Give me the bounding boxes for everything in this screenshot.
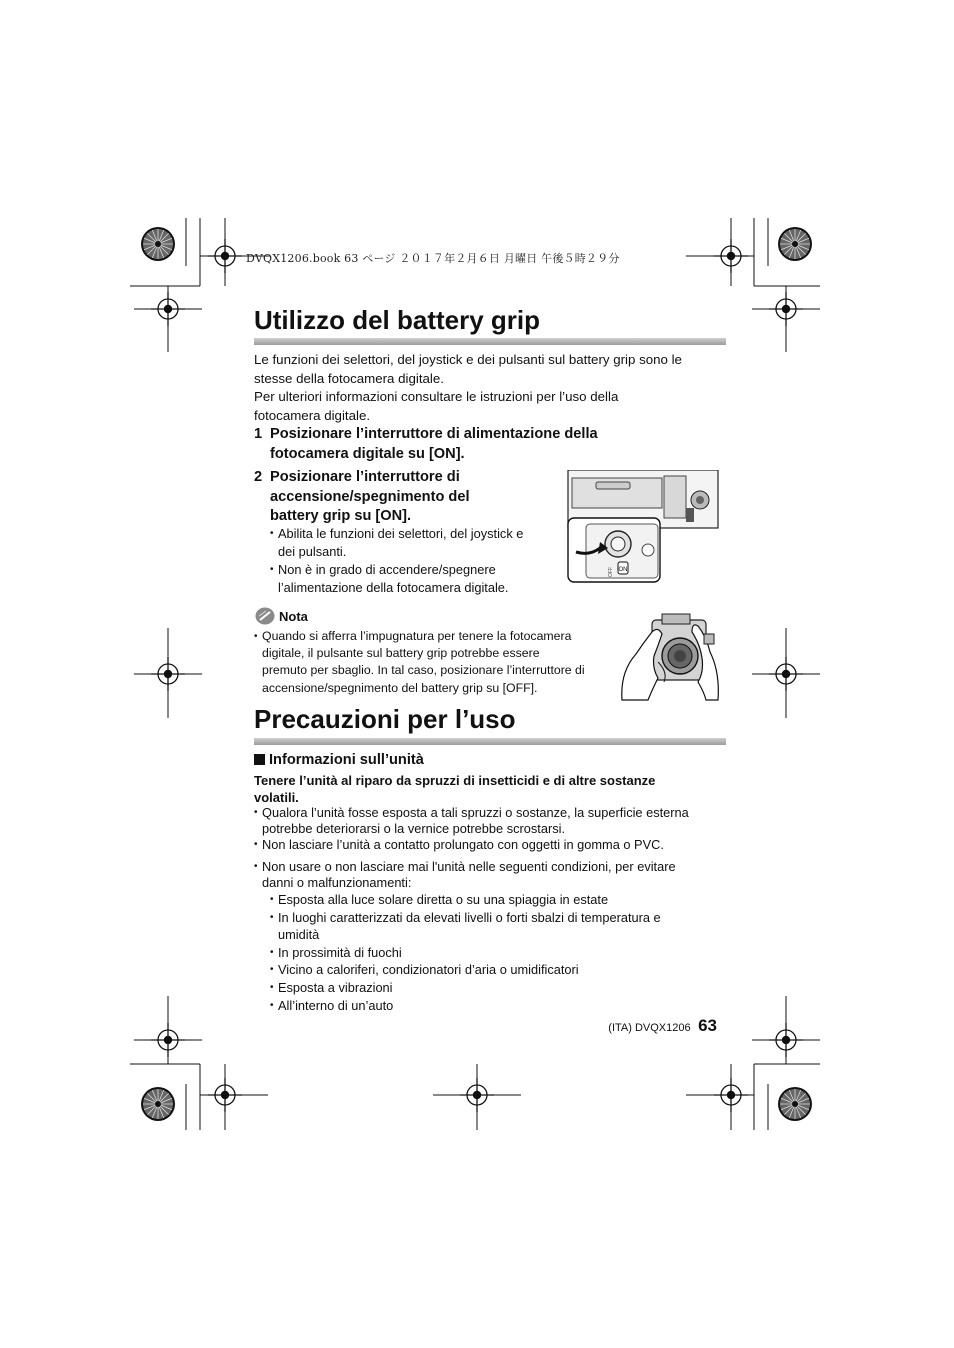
list-item xyxy=(270,909,730,944)
bullet-line: • In luoghi caratterizzati da elevati livelli o forti sbalzi di temperatura e xyxy=(278,909,661,925)
step-1 xyxy=(254,425,724,465)
note-line: digitale, il pulsante sul battery grip potrebbe essere xyxy=(262,646,540,661)
bullet-line: All’interno di un’auto xyxy=(278,997,394,1013)
list-item xyxy=(270,961,730,979)
page-number: 63 xyxy=(698,1016,717,1035)
list-item xyxy=(254,805,734,837)
hands-holding-camera-illustration xyxy=(618,612,722,702)
page-footer xyxy=(560,1016,717,1036)
note-line: accensione/spegnimento del battery grip su [OFF]. xyxy=(262,680,538,695)
bullet-line: dei pulsanti. xyxy=(278,544,347,559)
intro-line: stesse della fotocamera digitale. xyxy=(254,370,444,386)
bullet-line: Esposta a vibrazioni xyxy=(278,979,393,995)
title-underline-bar xyxy=(254,738,726,745)
list-item xyxy=(254,859,734,891)
bullet-line: potrebbe deteriorarsi o la vernice potrebbe scrostarsi. xyxy=(262,821,566,837)
bullet-line: danni o malfunzionamenti: xyxy=(262,875,412,891)
intro-paragraph xyxy=(254,351,729,425)
list-item xyxy=(270,979,730,997)
step-2 xyxy=(254,468,554,528)
bullet-b xyxy=(254,859,734,891)
step-number: 2 xyxy=(254,469,263,485)
section-title-battery-grip: Utilizzo del battery grip xyxy=(254,305,541,335)
list-item xyxy=(270,891,730,909)
bullet-line: Esposta alla luce solare diretta o su una spiaggia in estate xyxy=(278,892,609,907)
bullet-line: In prossimità di fuochi xyxy=(278,944,402,960)
list-item xyxy=(270,944,730,962)
switch-off-label: OFF xyxy=(608,567,614,577)
step-line: Posizionare l’interruttore di alimentazione della xyxy=(270,426,598,442)
list-item xyxy=(270,561,570,597)
section-title-precautions: Precauzioni per l’uso xyxy=(254,704,516,734)
print-header-info: DVQX1206.book 63 ページ ２０１７年２月６日 月曜日 午後５時２９分 xyxy=(246,252,620,265)
step-text xyxy=(270,425,598,464)
bullet-line: Vicino a caloriferi, condizionatori d’aria o umidificatori xyxy=(278,962,579,978)
step-line: battery grip su [ON]. xyxy=(270,508,412,525)
bullet-line: • Non è in grado di accendere/spegnere xyxy=(278,562,496,577)
subheading-unit-info xyxy=(254,751,424,769)
step-line: Posizionare l’interruttore di xyxy=(270,469,460,485)
list-item xyxy=(254,628,614,697)
note-line: • Quando si afferra l’impugnatura per tenere la fotocamera xyxy=(262,629,572,643)
step-text xyxy=(270,468,470,527)
black-square-icon xyxy=(254,754,265,765)
warning-line: Tenere l’unità al riparo da spruzzi di insetticidi e di altre sostanze xyxy=(254,773,656,788)
subheading-text: Informazioni sull’unità xyxy=(269,752,424,768)
list-item xyxy=(254,837,734,853)
warning-line: volatili. xyxy=(254,790,299,805)
bullet-line: umidità xyxy=(278,927,320,943)
note-line: premuto per sbaglio. In tal caso, posizionare l’interruttore di xyxy=(262,663,585,678)
step-line: accensione/spegnimento del xyxy=(270,488,470,505)
note-label: Nota xyxy=(279,609,308,624)
list-item xyxy=(270,997,730,1015)
intro-line: Per ulteriori informazioni consultare le istruzioni per l’uso della xyxy=(254,389,619,404)
list-item xyxy=(270,525,570,561)
footer-code: (ITA) DVQX1206 xyxy=(608,1022,691,1034)
step-line: fotocamera digitale su [ON]. xyxy=(270,445,465,462)
sub-bullets xyxy=(270,891,730,1014)
note-bullet xyxy=(254,628,614,697)
bullet-line: • Non usare o non lasciare mai l'unità nelle seguenti condizioni, per evitare xyxy=(262,859,676,874)
battery-grip-switch-illustration xyxy=(566,470,720,584)
step-2-bullets xyxy=(270,525,570,597)
bullet-line: • Abilita le funzioni dei selettori, del joystick e xyxy=(278,526,524,541)
title-underline-bar xyxy=(254,338,726,345)
intro-line: fotocamera digitale. xyxy=(254,407,371,423)
bold-warning xyxy=(254,772,729,806)
note-pencil-icon xyxy=(255,607,275,625)
bullet-line: l’alimentazione della fotocamera digitale. xyxy=(278,580,509,595)
bullets-group-a xyxy=(254,805,734,854)
step-number: 1 xyxy=(254,426,263,442)
bullet-line: • Non lasciare l’unità a contatto prolungato con oggetti in gomma o PVC. xyxy=(262,837,664,853)
intro-line: Le funzioni dei selettori, del joystick e dei pulsanti sul battery grip sono le xyxy=(254,352,682,367)
switch-on-label: ON xyxy=(618,567,628,573)
bullet-line: • Qualora l’unità fosse esposta a tali spruzzi o sostanze, la superficie esterna xyxy=(262,805,689,820)
